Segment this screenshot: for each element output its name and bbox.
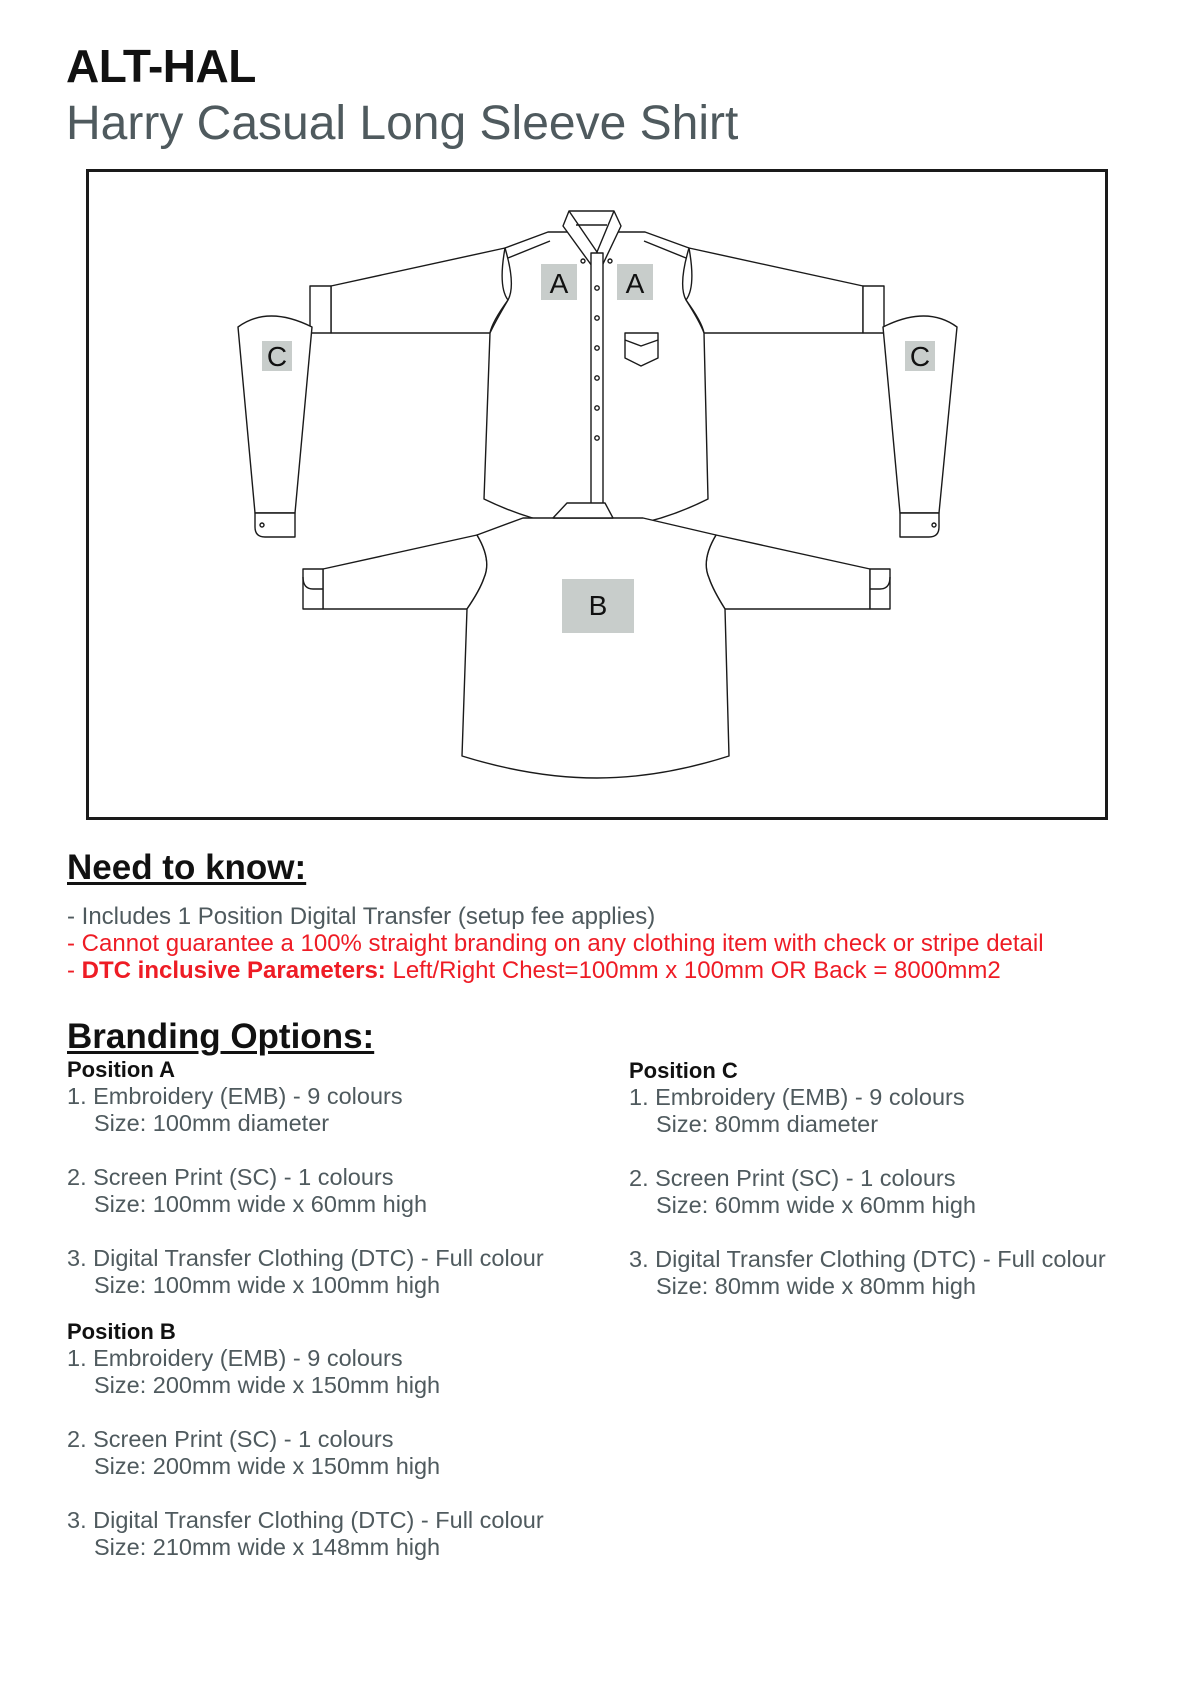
front-placket bbox=[591, 253, 603, 528]
option-method: 1. Embroidery (EMB) - 9 colours bbox=[67, 1083, 403, 1109]
front-button bbox=[595, 376, 599, 380]
front-right-cuff bbox=[863, 286, 884, 333]
front-button bbox=[595, 406, 599, 410]
product-name: Harry Casual Long Sleeve Shirt bbox=[66, 97, 739, 150]
branding-option bbox=[67, 1245, 627, 1299]
option-method: 2. Screen Print (SC) - 1 colours bbox=[67, 1164, 394, 1190]
branding-option bbox=[629, 1246, 1189, 1300]
branding-option bbox=[629, 1084, 1189, 1138]
right-cuff-button bbox=[932, 523, 936, 527]
branding-option bbox=[67, 1507, 627, 1561]
option-method: 1. Embroidery (EMB) - 9 colours bbox=[629, 1084, 965, 1110]
option-size: Size: 80mm diameter bbox=[656, 1111, 879, 1137]
front-left-cuff bbox=[310, 286, 331, 333]
option-method: 3. Digital Transfer Clothing (DTC) - Full colour bbox=[629, 1246, 1106, 1272]
position-a-left-label: A bbox=[549, 268, 569, 299]
position-a-title: Position A bbox=[67, 1057, 175, 1082]
option-method: 3. Digital Transfer Clothing (DTC) - Full colour bbox=[67, 1507, 544, 1533]
position-a-right-label: A bbox=[625, 268, 645, 299]
branding-option bbox=[629, 1165, 1189, 1219]
back-body bbox=[462, 518, 729, 778]
option-method: 3. Digital Transfer Clothing (DTC) - Full colour bbox=[67, 1245, 544, 1271]
front-button bbox=[595, 346, 599, 350]
garment-diagram-frame bbox=[86, 169, 1108, 820]
dtc-note-text: Left/Right Chest=100mm x 100mm OR Back = 8000mm2 bbox=[385, 957, 1001, 984]
branding-option bbox=[67, 1083, 627, 1137]
front-button bbox=[595, 316, 599, 320]
front-button bbox=[595, 436, 599, 440]
position-c-right-label: C bbox=[909, 341, 931, 372]
front-right-sleeve bbox=[686, 248, 863, 333]
product-code: ALT-HAL bbox=[66, 40, 256, 92]
option-size: Size: 80mm wide x 80mm high bbox=[656, 1273, 976, 1299]
branding-column-right bbox=[629, 1058, 1189, 1300]
branding-option bbox=[67, 1426, 627, 1480]
position-c-section bbox=[629, 1058, 1189, 1300]
collar-button-right bbox=[608, 259, 612, 263]
option-size: Size: 210mm wide x 148mm high bbox=[94, 1534, 441, 1560]
dtc-note-prefix: - bbox=[67, 957, 82, 984]
position-b-title: Position B bbox=[67, 1319, 176, 1344]
front-pocket bbox=[625, 333, 658, 366]
right-sleeve-detail bbox=[883, 316, 957, 537]
position-b-label: B bbox=[588, 590, 608, 621]
option-size: Size: 60mm wide x 60mm high bbox=[656, 1192, 976, 1218]
option-size: Size: 100mm diameter bbox=[94, 1110, 330, 1136]
option-size: Size: 100mm wide x 100mm high bbox=[94, 1272, 441, 1298]
back-right-sleeve bbox=[706, 535, 870, 609]
garment-diagram bbox=[86, 169, 1108, 820]
back-shirt bbox=[303, 503, 890, 778]
position-c-left-label: C bbox=[266, 341, 288, 372]
position-c-title: Position C bbox=[629, 1058, 738, 1083]
back-left-sleeve bbox=[323, 535, 487, 609]
collar-button-left bbox=[581, 259, 585, 263]
position-b-section bbox=[67, 1319, 627, 1561]
front-left-sleeve bbox=[331, 248, 508, 333]
branding-option bbox=[67, 1164, 627, 1218]
option-method: 2. Screen Print (SC) - 1 colours bbox=[629, 1165, 956, 1191]
dtc-note-label: DTC inclusive Parameters: bbox=[81, 957, 386, 984]
option-method: 1. Embroidery (EMB) - 9 colours bbox=[67, 1345, 403, 1371]
option-method: 2. Screen Print (SC) - 1 colours bbox=[67, 1426, 394, 1452]
branding-option bbox=[67, 1345, 627, 1399]
option-size: Size: 100mm wide x 60mm high bbox=[94, 1191, 428, 1217]
note-includes-digital-transfer: - Includes 1 Position Digital Transfer (setup fee applies) bbox=[67, 903, 656, 930]
note-dtc-parameters bbox=[67, 957, 1001, 984]
note-straight-branding-warning: - Cannot guarantee a 100% straight branding on any clothing item with check or stripe detail bbox=[67, 930, 1044, 957]
need-to-know-heading: Need to know: bbox=[67, 848, 307, 887]
branding-options-heading: Branding Options: bbox=[67, 1017, 375, 1056]
front-shirt bbox=[310, 211, 884, 528]
left-cuff-button bbox=[260, 523, 264, 527]
option-size: Size: 200mm wide x 150mm high bbox=[94, 1372, 441, 1398]
position-a-section bbox=[67, 1057, 627, 1299]
front-button bbox=[595, 286, 599, 290]
branding-column-left bbox=[67, 1057, 627, 1561]
left-sleeve-detail bbox=[238, 316, 312, 537]
option-size: Size: 200mm wide x 150mm high bbox=[94, 1453, 441, 1479]
